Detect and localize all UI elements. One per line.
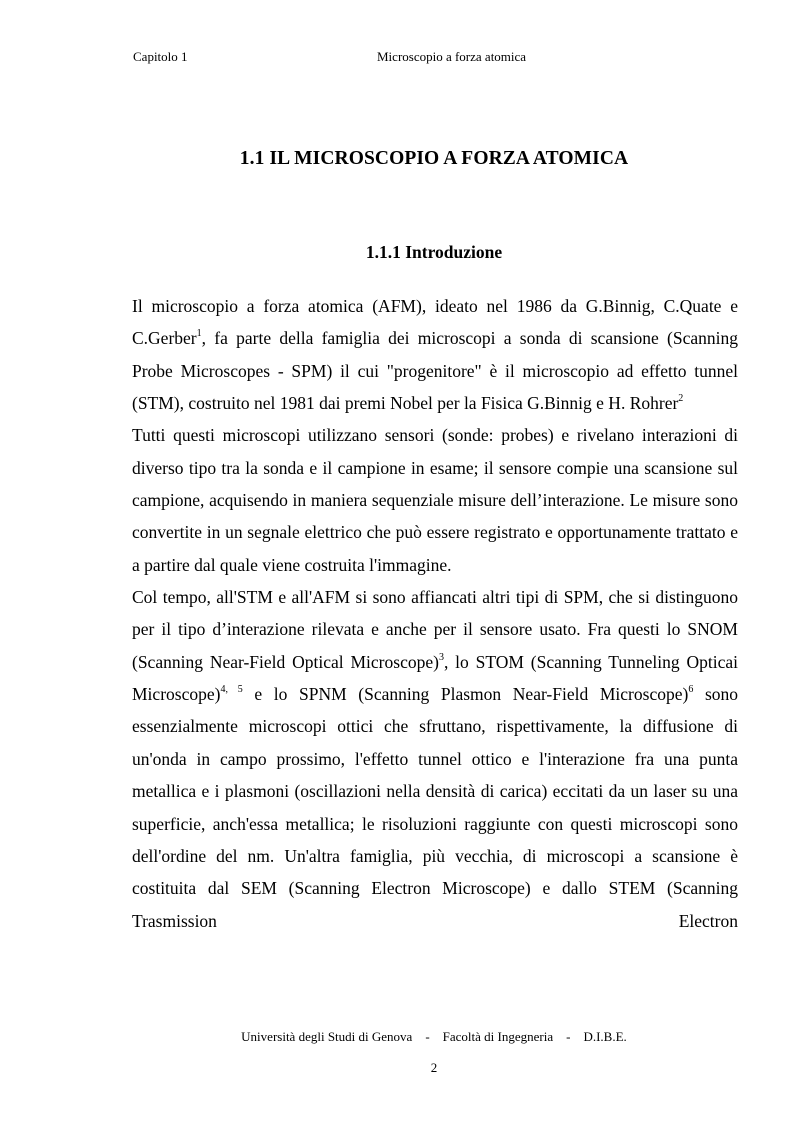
paragraph-3-text-1: Col tempo, all'STM e all'AFM si sono affiancati altri tipi di SPM, che si distinguono per il tipo d’interazione rilevata e anche per il sensore usato. Fra questi lo SNOM (Scanning Near-Field Optical Microscope): [132, 587, 738, 672]
running-header-title: Microscopio a forza atomica: [377, 49, 527, 64]
footnote-ref-3: 3: [438, 651, 444, 663]
footnote-ref-1: 1: [196, 328, 202, 340]
paragraph-3-text-4: sono essenzialmente microscopi ottici che sfruttano, rispettivamente, la diffusione di un'onda in campo prossimo, l'effetto tunnel ottico e l'interazione fra una punta metallica e i plasmoni (oscillazioni nella densità di carica) eccitati da un laser su una superficie, anch'essa metallica; le risoluzioni raggiunte con questi microscopi sono dell'ordine del nm. Un'altra famiglia, più vecchia, di microscopi a scansione è costituita dal SEM (Scanning Electron Microscope) e dallo STEM (Scanning Trasmission Electron: [132, 684, 739, 931]
running-header-chapter: Capitolo 1: [133, 49, 188, 64]
footer-department: D.I.B.E.: [583, 1029, 627, 1044]
footer-separator-1: -: [425, 1029, 430, 1044]
footer-university: Università degli Studi di Genova: [241, 1029, 413, 1044]
page-number: 2: [430, 1060, 438, 1075]
section-title: 1.1 IL MICROSCOPIO A FORZA ATOMICA: [239, 148, 629, 169]
footnote-ref-2: 2: [678, 393, 684, 405]
footnote-ref-4-5: 4, 5: [220, 684, 243, 696]
paragraph-3: [132, 581, 738, 937]
paragraph-1-text-1: Il microscopio a forza atomica (AFM), ideato nel 1986 da G.Binnig, C.Quate e C.Gerber: [132, 296, 738, 349]
page-footer: [0, 1029, 793, 1045]
footer-separator-2: -: [566, 1029, 571, 1044]
footnote-ref-6: 6: [688, 684, 694, 696]
body-text: [132, 290, 738, 937]
paragraph-1-text-2: , fa parte della famiglia dei microscopi a sonda di scansione (Scanning Probe Microscopes - SPM) il cui "progenitore" è il microscopio ad effetto tunnel (STM), costruito nel 1981 dai premi Nobel per la Fisica G.Binnig e H. Rohrer: [132, 328, 738, 414]
subsection-title: 1.1.1 Introduzione: [365, 242, 503, 262]
paragraph-3-text-2: , lo STOM (Scanning Tunneling Opticai Microscope): [132, 651, 738, 705]
paragraph-3-text-3: e lo SPNM (Scanning Plasmon Near-Field Microscope): [242, 684, 689, 705]
footer-faculty: Facoltà di Ingegneria: [442, 1029, 554, 1044]
paragraph-2: Tutti questi microscopi utilizzano sensori (sonde: probes) e rivelano interazioni di diverso tipo tra la sonda e il campione in esame; il sensore compie una scansione sul campione, acquisendo in maniera sequenziale misure dell’interazione. Le misure sono convertite in un segnale elettrico che può essere registrato e opportunamente trattato e a partire dal quale viene costruita l'immagine.: [132, 425, 738, 575]
paragraph-1: [132, 290, 738, 419]
